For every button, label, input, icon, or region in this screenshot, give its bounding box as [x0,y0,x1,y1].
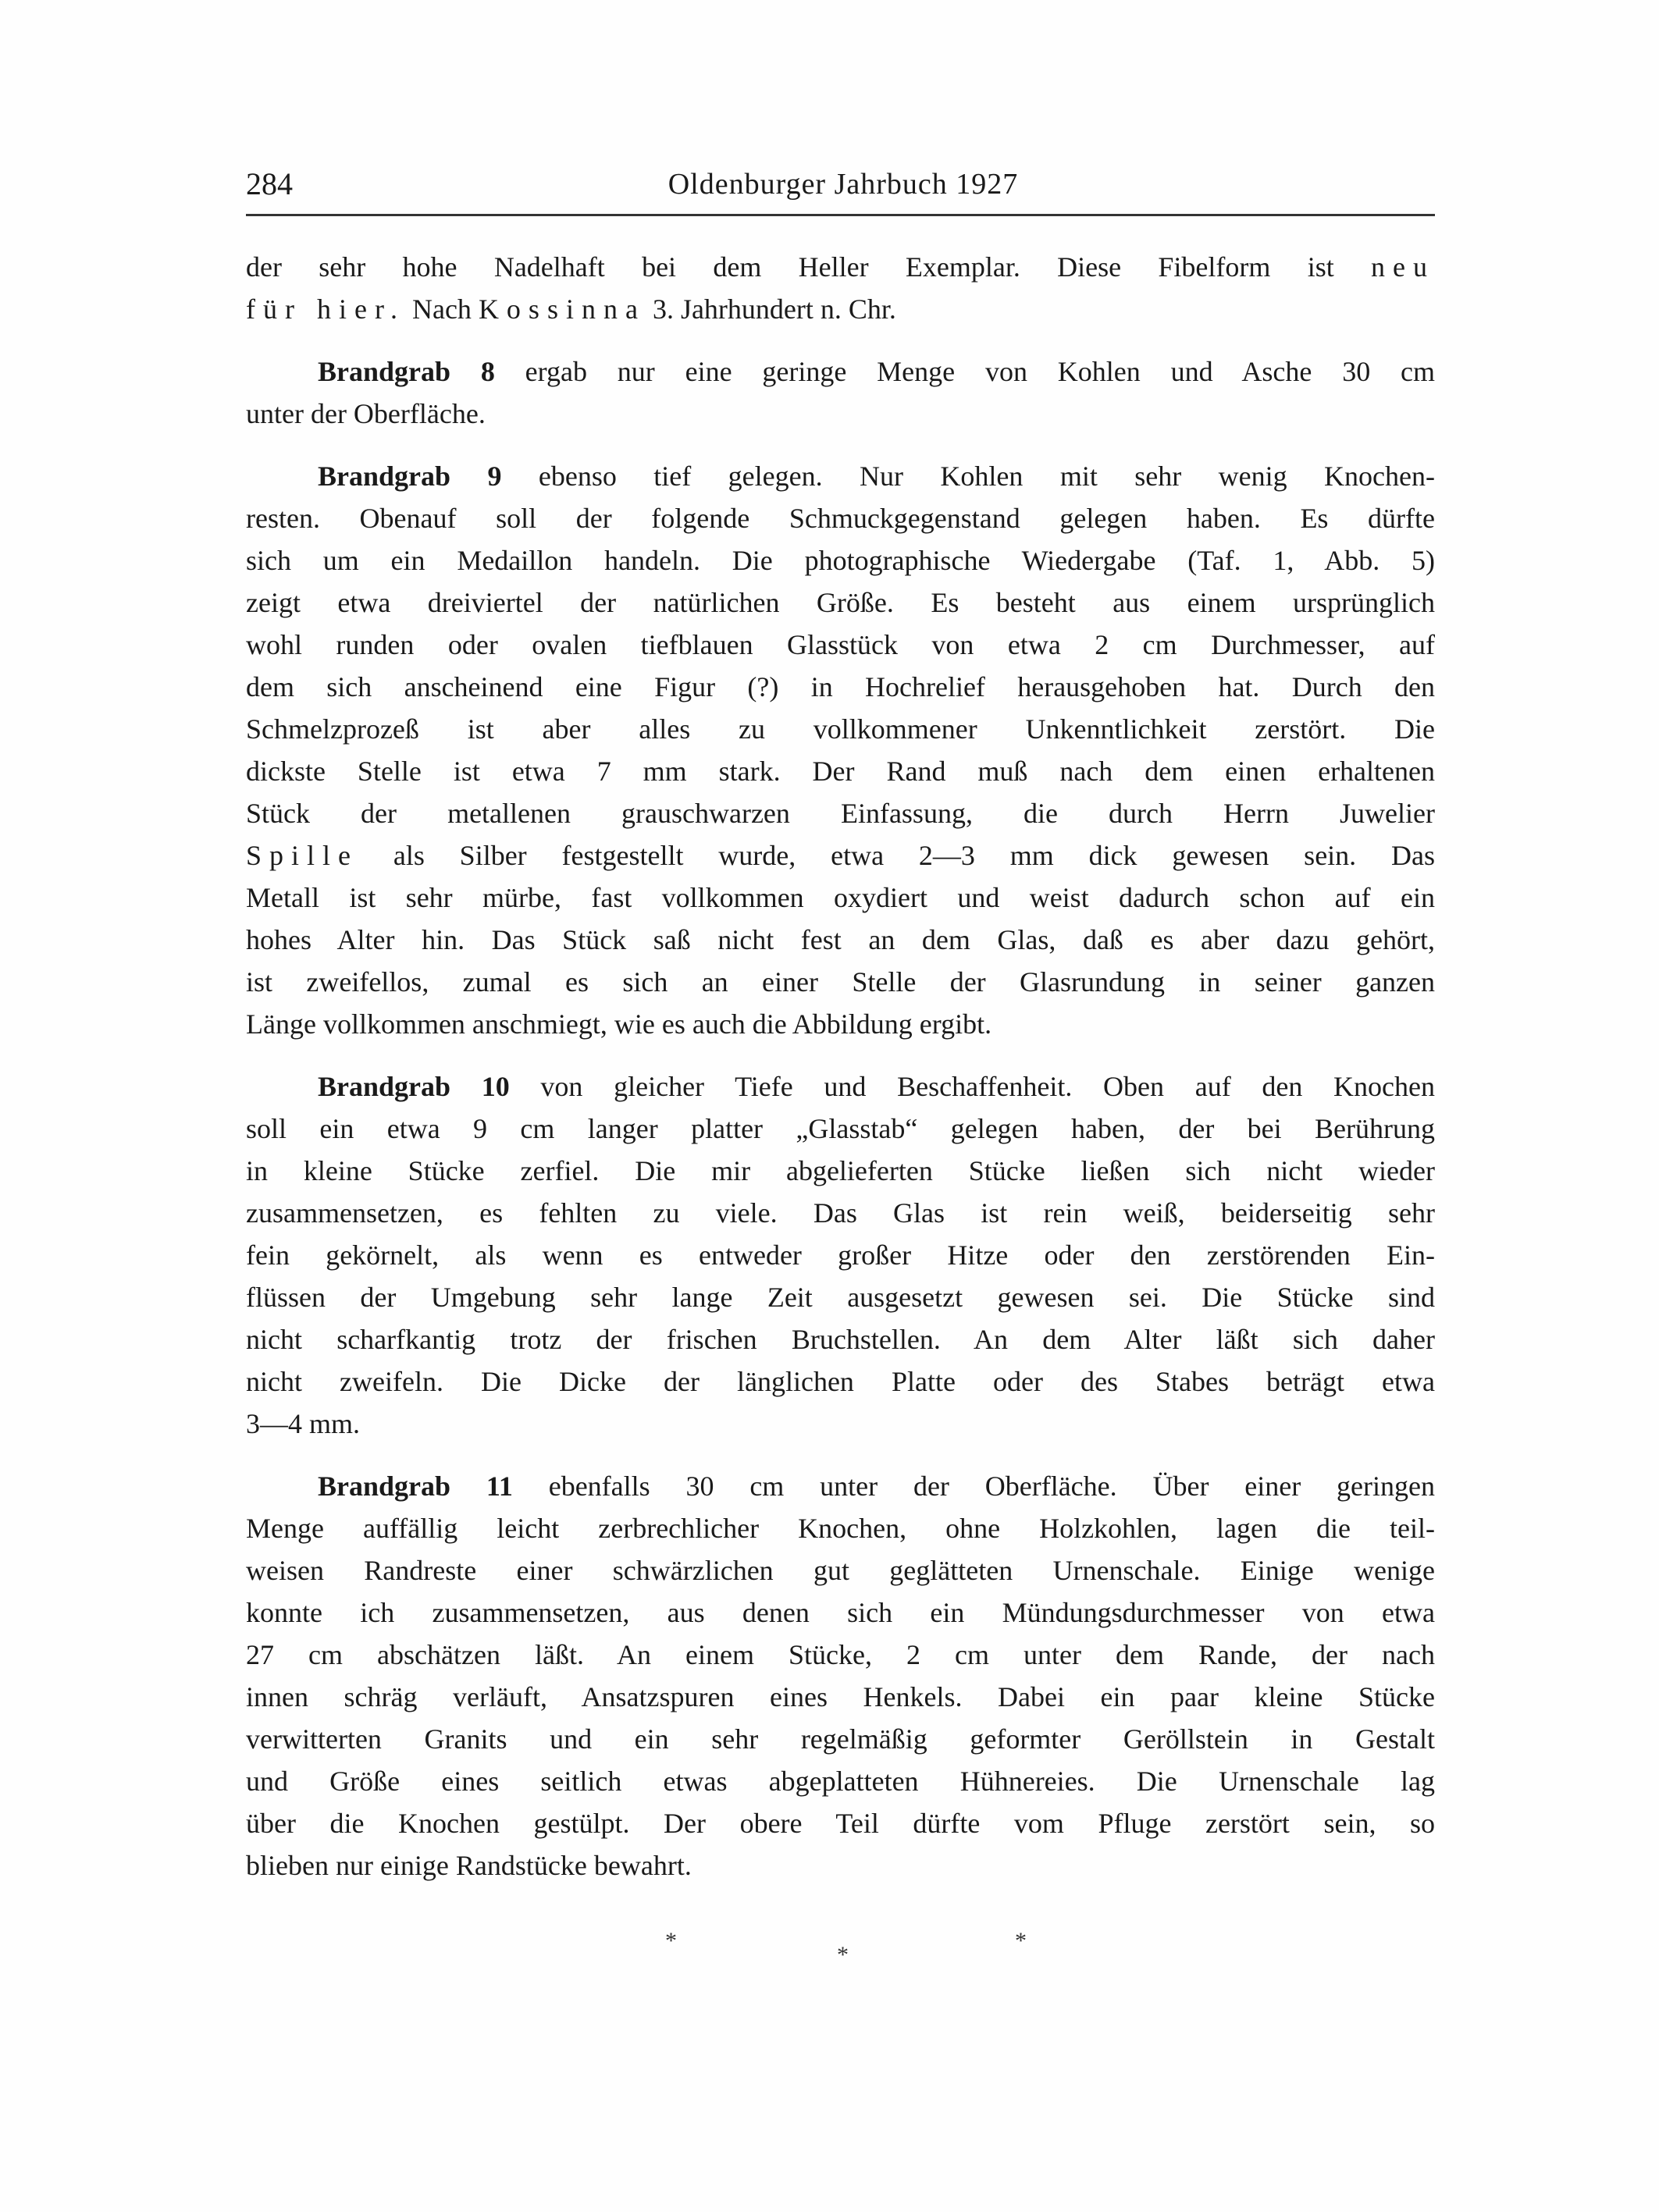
text-line [246,1594,1435,1631]
text-run: Menge auffällig leicht zerbrechlicher Knochen, ohne Holzkohlen, lagen die teil- [246,1513,1435,1544]
text-run: Stück der metallenen grauschwarzen Einfassung, die durch Herrn Juwelier [246,798,1435,829]
text-line [246,395,1435,432]
text-line [246,500,1435,537]
text-run: Metall ist sehr mürbe, fast vollkommen oxydiert und weist dadurch schon auf ein [246,882,1435,913]
page-number: 284 [246,166,293,201]
text-line [246,1321,1435,1358]
text-line [246,1805,1435,1842]
text-run: verwitterten Granits und ein sehr regelmäßig geformter Geröllstein in Gestalt [246,1723,1435,1755]
text-run: flüssen der Umgebung sehr lange Zeit ausgesetzt gewesen sei. Die Stücke sind [246,1282,1435,1313]
section-heading: Brandgrab 8 [318,356,495,387]
text-run: von gleicher Tiefe und Beschaffenheit. Oben auf den Knochen [509,1071,1435,1102]
spaced-emphasis: für hier. [246,293,405,325]
section-heading: Brandgrab 11 [318,1471,513,1502]
text-run: soll ein etwa 9 cm langer platter „Glasstab“ gelegen haben, der bei Berührung [246,1113,1435,1144]
spaced-emphasis: neu [1371,251,1435,283]
text-line [246,1720,1435,1758]
text-line [318,1467,1435,1505]
text-line [246,1762,1435,1800]
text-run: Länge vollkommen anschmiegt, wie es auch die Abbildung ergibt. [246,1008,992,1040]
text-line [246,248,1435,286]
text-run: ebenfalls 30 cm unter der Oberfläche. Über einer geringen [512,1471,1435,1502]
text-run: ergab nur eine geringe Menge von Kohlen und Asche 30 cm [494,356,1435,387]
text-run: fein gekörnelt, als wenn es entweder großer Hitze oder den zerstörenden Ein- [246,1239,1435,1271]
text-run: sich um ein Medaillon handeln. Die photographische Wiedergabe (Taf. 1, Abb. 5) [246,545,1435,576]
separator-asterisk: * [1015,1928,1027,1954]
text-line [246,1194,1435,1232]
text-run: wohl runden oder ovalen tiefblauen Glasstück von etwa 2 cm Durchmesser, auf [246,629,1435,660]
text-line [246,1236,1435,1274]
text-line [246,795,1435,832]
text-line [246,879,1435,916]
separator-asterisk: * [837,1942,849,1968]
text-run: nicht zweifeln. Die Dicke der länglichen Platte oder des Stabes beträgt etwa [246,1366,1435,1397]
text-line [246,710,1435,748]
text-line [318,353,1435,390]
text-run: dem sich anscheinend eine Figur (?) in Hochrelief herausgehoben hat. Durch den [246,671,1435,702]
section-heading: Brandgrab 9 [318,461,502,492]
text-run: dickste Stelle ist etwa 7 mm stark. Der Rand muß nach dem einen erhaltenen [246,756,1435,787]
text-run: innen schräg verläuft, Ansatzspuren eines Henkels. Dabei ein paar kleine Stücke [246,1681,1435,1712]
text-run: 3—4 mm. [246,1408,361,1439]
text-run: Schmelzprozeß ist aber alles zu vollkommener Unkenntlichkeit zerstört. Die [246,713,1435,745]
text-run: konnte ich zusammensetzen, aus denen sich ein Mündungsdurchmesser von etwa [246,1597,1435,1628]
text-line [246,921,1435,958]
text-line [246,1110,1435,1147]
text-run: zeigt etwa dreiviertel der natürlichen Größe. Es besteht aus einem ursprünglich [246,587,1435,618]
text-line [318,1068,1435,1105]
text-run: Nach [404,293,479,325]
text-run: über die Knochen gestülpt. Der obere Teil dürfte vom Pfluge zerstört sein, so [246,1808,1435,1839]
text-line [246,290,1435,328]
text-run: 27 cm abschätzen läßt. An einem Stücke, 2 cm unter dem Rande, der nach [246,1639,1435,1670]
text-line [246,1405,1435,1442]
text-line [246,1847,1435,1884]
text-line [246,668,1435,706]
text-run: 3. Jahrhundert n. Chr. [645,293,896,325]
text-line [246,1005,1435,1043]
text-line [246,1278,1435,1316]
text-line [318,457,1435,495]
text-line [246,837,1435,874]
text-line [246,752,1435,790]
spaced-emphasis: Kossinna [478,293,646,325]
text-run: der sehr hohe Nadelhaft bei dem Heller Exemplar. Diese Fibelform ist [246,251,1372,283]
text-line [246,1636,1435,1673]
text-line [246,1678,1435,1716]
text-run: zusammensetzen, es fehlten zu viele. Das Glas ist rein weiß, beiderseitig sehr [246,1197,1435,1229]
separator-asterisk: * [665,1928,677,1954]
spaced-emphasis: Spille [246,840,359,871]
text-run: ebenso tief gelegen. Nur Kohlen mit sehr wenig Knochen- [501,461,1435,492]
text-run: als Silber festgestellt wurde, etwa 2—3 mm dick gewesen sein. Das [358,840,1435,871]
text-line [246,1363,1435,1400]
text-line [246,542,1435,579]
text-run: ist zweifellos, zumal es sich an einer Stelle der Glasrundung in seiner ganzen [246,966,1435,998]
text-run: nicht scharfkantig trotz der frischen Bruchstellen. An dem Alter läßt sich daher [246,1324,1435,1355]
section-heading: Brandgrab 10 [318,1071,510,1102]
text-run: und Größe eines seitlich etwas abgeplatteten Hühnereies. Die Urnenschale lag [246,1766,1435,1797]
text-line [246,1152,1435,1190]
text-run: in kleine Stücke zerfiel. Die mir abgelieferten Stücke ließen sich nicht wieder [246,1155,1435,1186]
text-run: blieben nur einige Randstücke bewahrt. [246,1850,692,1881]
text-run: unter der Oberfläche. [246,398,486,429]
text-line [246,963,1435,1001]
text-run: resten. Obenauf soll der folgende Schmuckgegenstand gelegen haben. Es dürfte [246,503,1435,534]
text-run: weisen Randreste einer schwärzlichen gut geglätteten Urnenschale. Einige wenige [246,1555,1435,1586]
header-rule [246,214,1435,216]
text-run: hohes Alter hin. Das Stück saß nicht fest an dem Glas, daß es aber dazu gehört, [246,924,1435,955]
running-header-title: Oldenburger Jahrbuch 1927 [668,168,1019,201]
text-line [246,626,1435,663]
text-line [246,1552,1435,1589]
text-line [246,584,1435,621]
text-line [246,1510,1435,1547]
